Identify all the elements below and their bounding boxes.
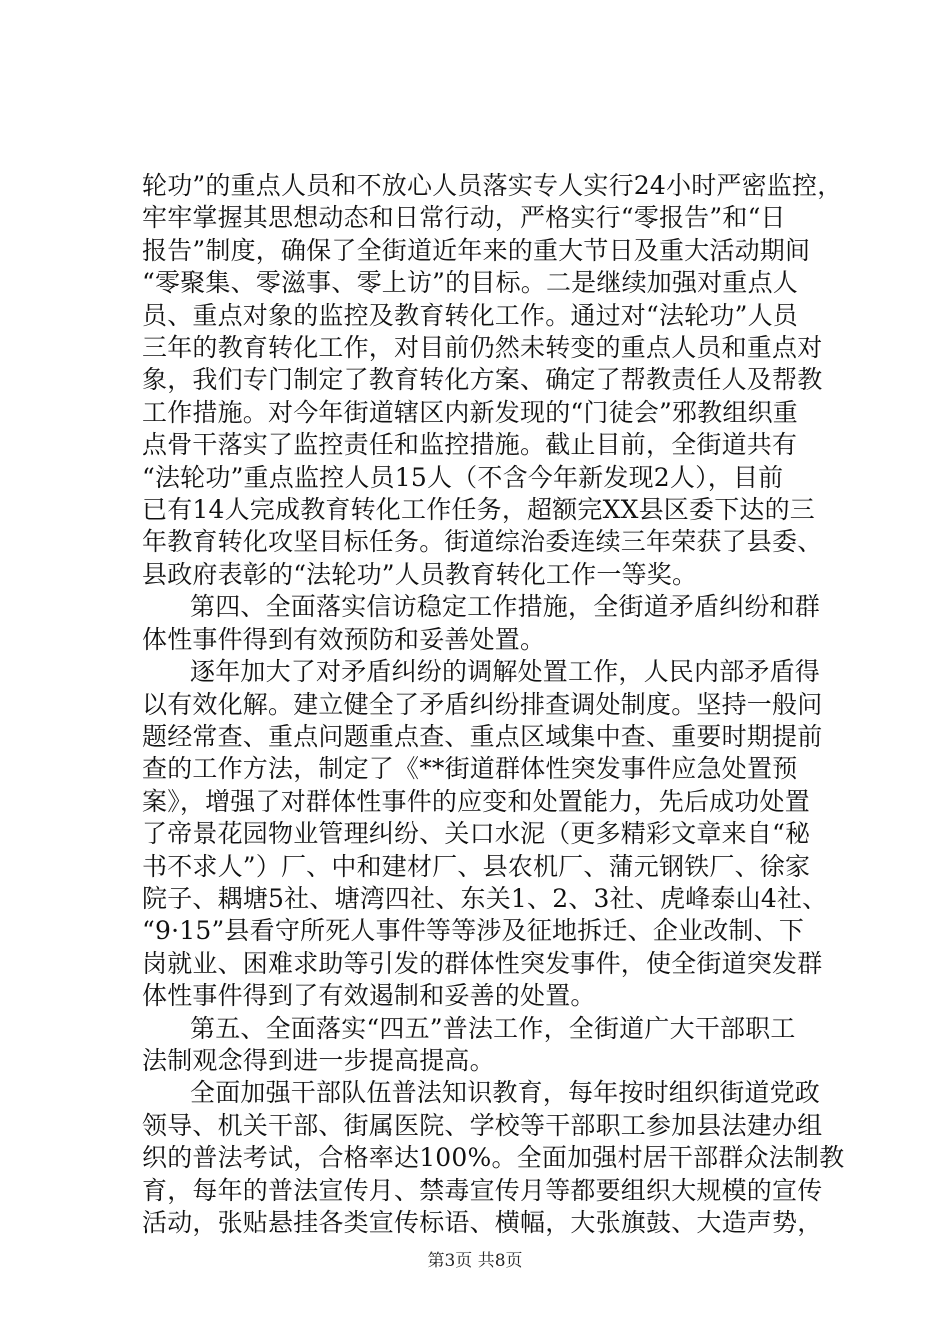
text-line: 工作措施。对今年街道辖区内新发现的“门徒会”邪教组织重 [142, 397, 798, 427]
text-line: 以有效化解。建立健全了矛盾纠纷排查调处制度。坚持一般问 [142, 689, 823, 719]
text-line: 逐年加大了对矛盾纠纷的调解处置工作，人民内部矛盾得 [190, 657, 821, 687]
text-line: 体性事件得到了有效遏制和妥善的处置。 [142, 981, 596, 1011]
text-line: 育，每年的普法宣传月、禁毒宣传月等都要组织大规模的宣传 [142, 1175, 823, 1205]
document-body [142, 170, 845, 1239]
text-line: 年教育转化攻坚目标任务。街道综治委连续三年荣获了县委、 [142, 527, 823, 557]
text-line: 题经常查、重点问题重点查、重点区域集中查、重要时期提前 [142, 721, 823, 751]
text-line: 点骨干落实了监控责任和监控措施。截止目前，全街道共有 [142, 430, 798, 460]
text-line: 象，我们专门制定了教育转化方案、确定了帮教责任人及帮教 [142, 365, 823, 395]
text-line: 全面加强干部队伍普法知识教育，每年按时组织街道党政 [190, 1078, 821, 1108]
text-line: 了帝景花园物业管理纠纷、关口水泥（更多精彩文章来自“秘 [142, 819, 811, 849]
text-line: 三年的教育转化工作，对目前仍然未转变的重点人员和重点对 [142, 333, 823, 363]
text-line: 县政府表彰的“法轮功”人员教育转化工作一等奖。 [142, 559, 698, 589]
text-line: 织的普法考试，合格率达100%。全面加强村居干部群众法制教 [142, 1143, 845, 1173]
text-line: 活动，张贴悬挂各类宣传标语、横幅，大张旗鼓、大造声势， [142, 1208, 823, 1237]
text-line: 院子、耦塘5社、塘湾四社、东关1、2、3社、虎峰泰山4社、 [142, 883, 828, 913]
section-heading-line: 第五、全面落实“四五”普法工作，全街道广大干部职工 [190, 1013, 796, 1043]
text-line: 员、重点对象的监控及教育转化工作。通过对“法轮功”人员 [142, 300, 798, 330]
text-line: 查的工作方法，制定了《**街道群体性突发事件应急处置预 [142, 754, 798, 784]
text-line: “9·15”县看守所死人事件等等涉及征地拆迁、企业改制、下 [142, 916, 805, 946]
text-line: 牢牢掌握其思想动态和日常行动，严格实行“零报告”和“日 [142, 203, 786, 233]
section-heading-line: 法制观念得到进一步提高提高。 [142, 1045, 495, 1075]
text-line: 岗就业、困难求助等引发的群体性突发事件，使全街道突发群 [142, 948, 823, 978]
section-heading-line: 第四、全面落实信访稳定工作措施，全街道矛盾纠纷和群 [190, 592, 821, 622]
text-line: 案》，增强了对群体性事件的应变和处置能力，先后成功处置 [142, 786, 810, 816]
text-line: 书不求人”）厂、中和建材厂、县农机厂、蒲元钢铁厂、徐家 [142, 851, 811, 881]
text-line: “法轮功”重点监控人员15人（不含今年新发现2人），目前 [142, 462, 784, 492]
text-line: 报告”制度，确保了全街道近年来的重大节日及重大活动期间 [142, 235, 811, 265]
page-footer [0, 1246, 950, 1271]
page-number-label: 第3页 共8页 [427, 1251, 523, 1271]
text-line: 领导、机关干部、街属医院、学校等干部职工参加县法建办组 [142, 1110, 823, 1140]
text-line: 轮功”的重点人员和不放心人员落实专人实行24小时严密监控， [142, 171, 843, 200]
text-line: 已有14人完成教育转化工作任务，超额完XX县区委下达的三 [142, 495, 816, 525]
text-line: “零聚集、零滋事、零上访”的目标。二是继续加强对重点人 [142, 268, 798, 298]
section-heading-line: 体性事件得到有效预防和妥善处置。 [142, 624, 546, 654]
